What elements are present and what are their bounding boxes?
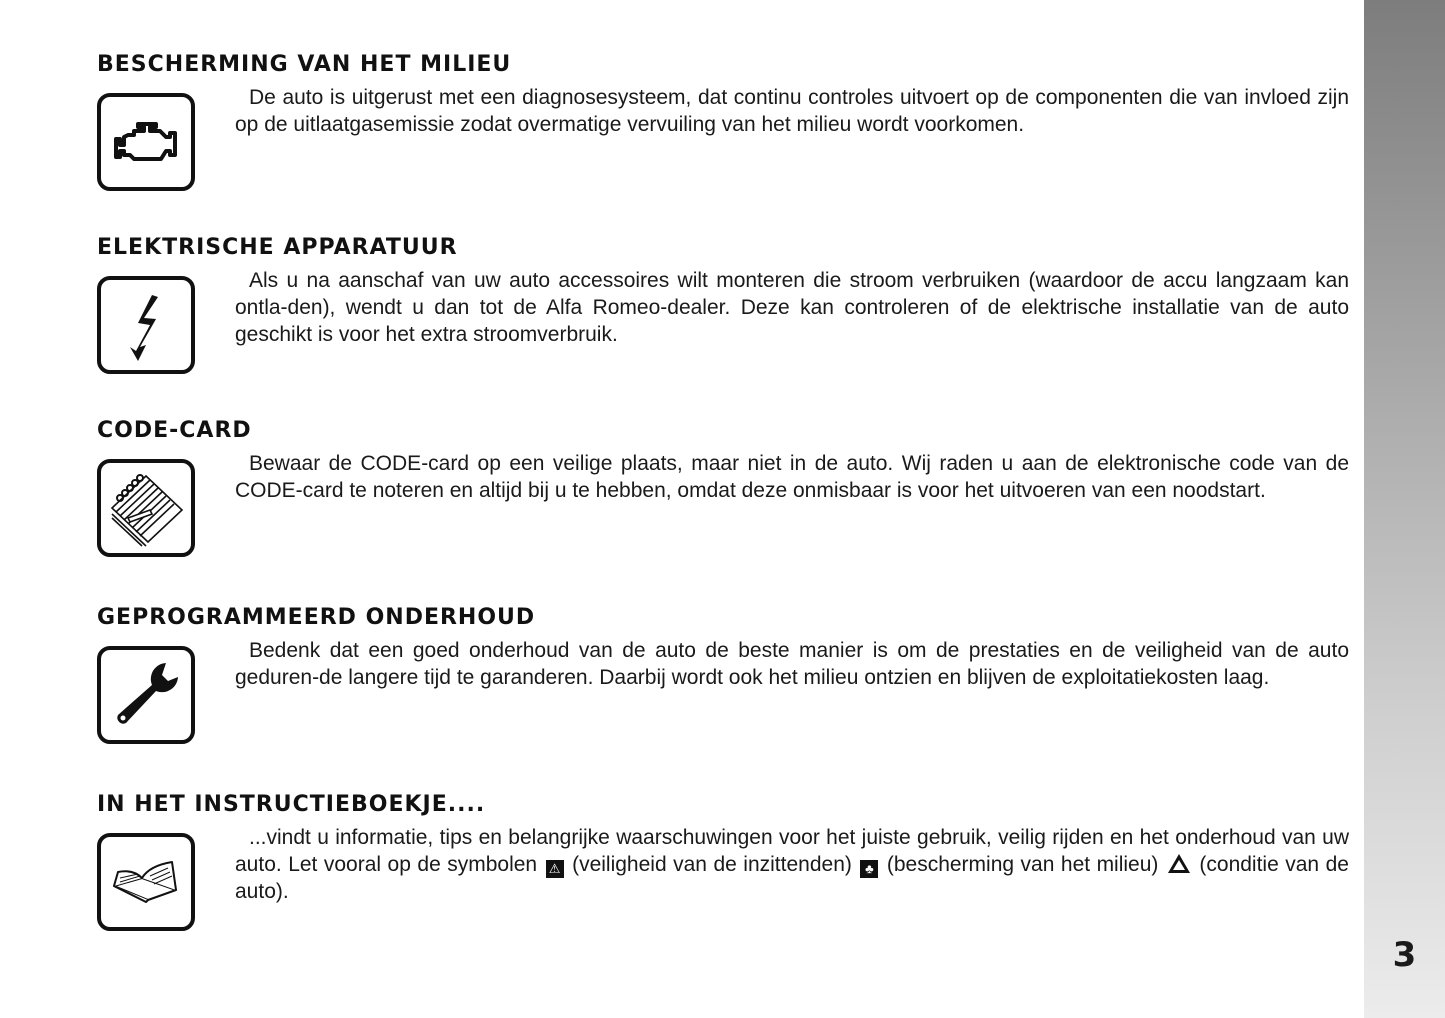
wrench-icon bbox=[97, 646, 195, 744]
section-heading: GEPROGRAMMEERD ONDERHOUD bbox=[97, 605, 536, 630]
lightning-icon bbox=[97, 276, 195, 374]
section-body: Bedenk dat een goed onderhoud van de auto de beste manier is om de prestaties en de veiligheid van de auto geduren-de langere tijd te garanderen. Daarbij wordt ook het milieu ontzien en blijven de exploitatiekosten laag. bbox=[235, 639, 1349, 689]
manual-text-environment: (bescherming van het milieu) bbox=[886, 853, 1159, 876]
section-body: Als u na aanschaf van uw auto accessoires wilt monteren die stroom verbruiken (waardoor de accu langzaam kan ontla-den), wendt u dan tot de Alfa Romeo-dealer. Deze kan controleren of de elektrische installatie van de auto geschikt is voor het extra stroomverbruik. bbox=[235, 269, 1349, 346]
section-heading: IN HET INSTRUCTIEBOEKJE.... bbox=[97, 792, 486, 817]
section-code-card bbox=[97, 416, 1349, 502]
section-manual bbox=[97, 790, 1349, 903]
section-body: De auto is uitgerust met een diagnosesysteem, dat continu controles uitvoert op de componenten die van invloed zijn op de uitlaatgasemissie zodat overmatige vervuiling van het milieu wordt voorkomen. bbox=[235, 86, 1349, 136]
section-heading: BESCHERMING VAN HET MILIEU bbox=[97, 52, 512, 77]
warning-triangle-icon: ⚠ bbox=[546, 860, 564, 878]
engine-icon bbox=[97, 93, 195, 191]
page-number: 3 bbox=[1392, 935, 1417, 975]
notebook-icon bbox=[97, 459, 195, 557]
tree-icon: ♣ bbox=[860, 860, 878, 878]
section-maintenance bbox=[97, 603, 1349, 689]
section-body bbox=[235, 824, 1349, 905]
caution-triangle-icon bbox=[1168, 854, 1190, 873]
section-environment bbox=[97, 50, 1349, 136]
section-body: Bewaar de CODE-card op een veilige plaats, maar niet in de auto. Wij raden u aan de elektronische code van de CODE-card te noteren en altijd bij u te hebben, omdat deze onmisbaar is voor het uitvoeren van een noodstart. bbox=[235, 452, 1349, 502]
section-electrical bbox=[97, 233, 1349, 346]
manual-text-vehicle: (conditie van de auto). bbox=[235, 853, 1349, 903]
manual-text-occupants: (veiligheid van de inzittenden) bbox=[572, 853, 852, 876]
manual-text-intro: ...vindt u informatie, tips en belangrijke waarschuwingen voor het juiste gebruik, veilig rijden en het onderhoud van uw auto. Let vooral op de symbolen bbox=[235, 826, 1349, 876]
section-heading: ELEKTRISCHE APPARATUUR bbox=[97, 235, 458, 260]
page-edge-bar bbox=[1364, 0, 1445, 1018]
section-heading: CODE-CARD bbox=[97, 418, 252, 443]
open-book-icon bbox=[97, 833, 195, 931]
